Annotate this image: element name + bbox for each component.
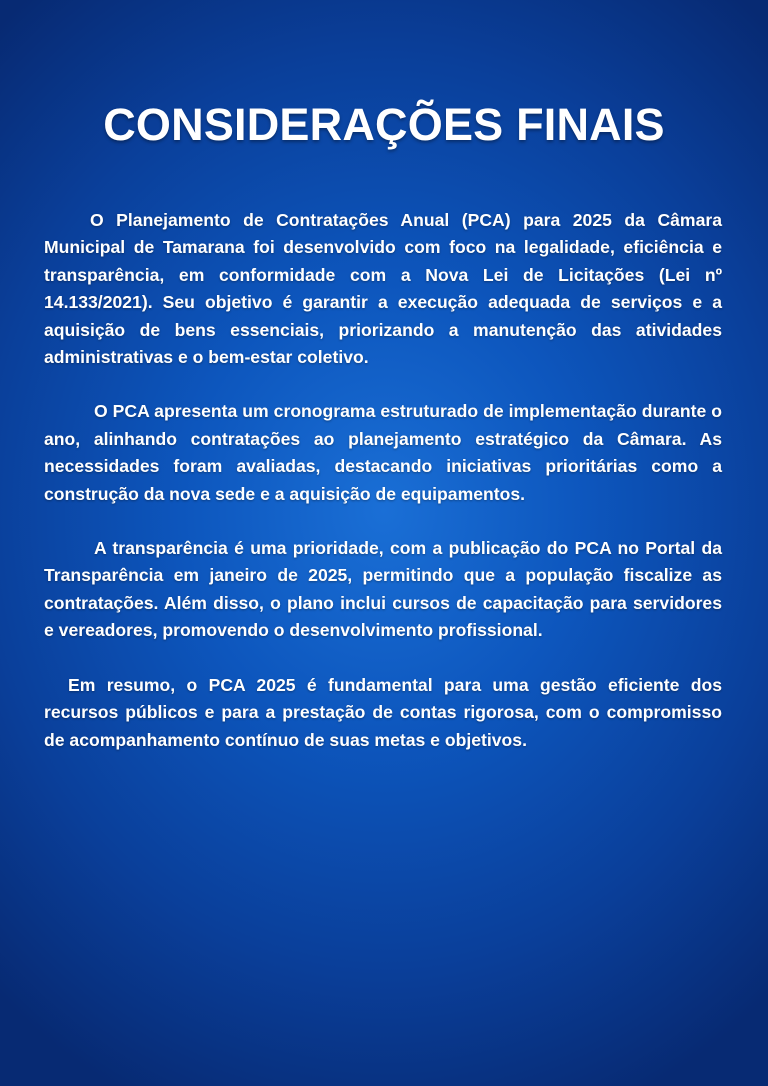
paragraph-introduction: O Planejamento de Contratações Anual (PCA) para 2025 da Câmara Municipal de Tamarana foi desenvolvido com foco na legalidade, eficiência e transparência, em conformidade com a Nova Lei de Licitações (Lei nº 14.133/2021). Seu objetivo é garantir a execução adequada de serviços e a aquisição de bens essenciais, priorizando a manutenção das atividades administrativas e o bem-estar coletivo. [44, 210, 722, 368]
paragraph-transparency: A transparência é uma prioridade, com a publicação do PCA no Portal da Transparência em janeiro de 2025, permitindo que a população fiscalize as contratações. Além disso, o plano inclui cursos de capacitação para servidores e vereadores, promovendo o desenvolvimento profissional. [44, 538, 722, 641]
document-body [44, 207, 722, 754]
paragraph-schedule: O PCA apresenta um cronograma estruturado de implementação durante o ano, alinhando contratações ao planejamento estratégico da Câmara. As necessidades foram avaliadas, destacando iniciativas prioritárias como a construção da nova sede e a aquisição de equipamentos. [44, 401, 722, 504]
paragraph-summary: Em resumo, o PCA 2025 é fundamental para uma gestão eficiente dos recursos públicos e para a prestação de contas rigorosa, com o compromisso de acompanhamento contínuo de suas metas e objetivos. [44, 674, 722, 750]
page-title: CONSIDERAÇÕES FINAIS [103, 99, 665, 150]
